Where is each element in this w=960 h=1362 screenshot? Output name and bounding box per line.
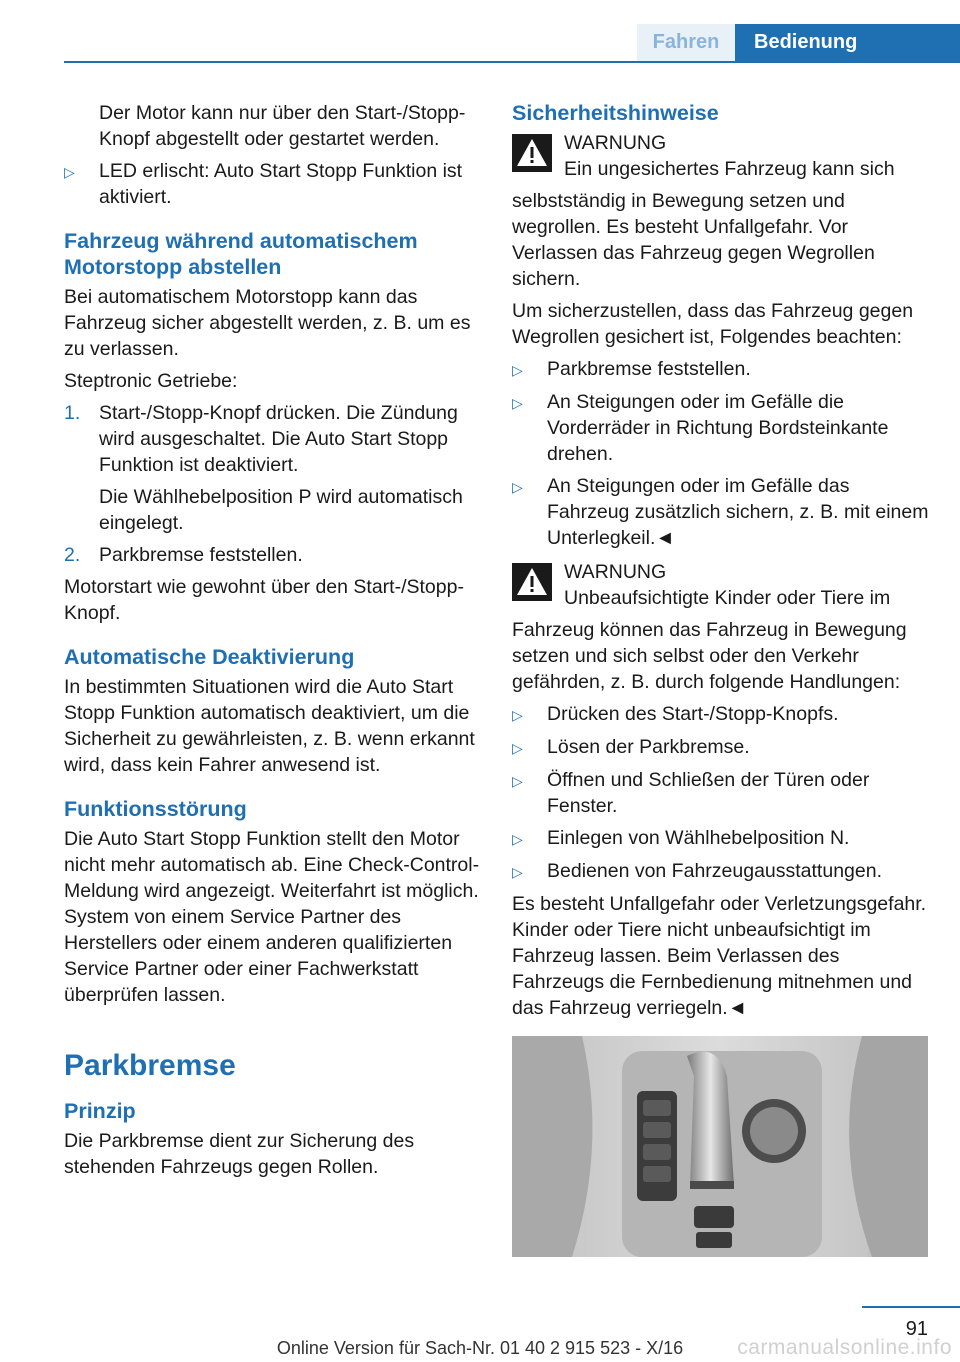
footer-rule [862,1306,960,1308]
bullet-icon: ▷ [512,864,523,880]
warning-1-first-line: Ein ungesichertes Fahrzeug kann sich [564,158,895,180]
heading-sicherheitshinweise: Sicherheitshinweise [512,101,719,125]
step-2-text: Parkbremse feststellen. [99,544,303,566]
warning-triangle-icon [512,134,552,172]
list-item [512,858,930,885]
list-item [512,825,930,852]
bullet-icon: ▷ [512,773,523,789]
list-item [512,767,930,819]
warning-2-body: Fahrzeug können das Fahrzeug in Bewegung setzen und sich selbst oder den Verkehr gefährden, z. B. durch folgende Handlungen: [512,619,907,693]
heading-funktionsstoerung: Funktionsstörung [64,797,247,821]
bullet-icon: ▷ [512,831,523,847]
bullet-icon: ▷ [512,362,523,378]
warning-1-label: WARNUNG [564,132,667,154]
paragraph-unfallgefahr: Es besteht Unfallgefahr oder Verletzungsgefahr. Kinder oder Tiere nicht unbeaufsichtigt im Fahrzeug lassen. Beim Verlassen des Fahrzeugs die Fernbedienung mitnehmen und das Fahrzeug verriegeln.◄ [512,893,927,1019]
step-1-text: Start-/Stopp-Knopf drücken. Die Zündung wird ausgeschaltet. Die Auto Start Stopp Funktion ist deaktiviert. [99,402,458,476]
list-item-text: Öffnen und Schließen der Türen oder Fenster. [547,769,870,817]
list-item [512,389,930,467]
list-wegrollen [512,356,930,551]
bullet-icon: ▷ [512,740,523,756]
bullet-icon: ▷ [64,164,75,180]
list-item-text: An Steigungen oder im Gefälle die Vorderräder in Richtung Bordsteinkante drehen. [547,391,889,465]
bullet-led [64,158,480,210]
paragraph-motor: Der Motor kann nur über den Start-/Stopp-Knopf abgestellt oder gestartet werden. [99,102,466,150]
warning-1 [512,130,930,182]
tab-fahren[interactable] [637,24,735,61]
center-console-photo [512,1036,928,1257]
list-item-text: Parkbremse feststellen. [547,358,751,380]
warning-1-body: selbstständig in Bewegung setzen und wegrollen. Es besteht Unfallgefahr. Vor Verlassen das Fahrzeug gegen Wegrollen sichern. [512,190,875,290]
watermark: carmanualsonline.info [737,1336,952,1359]
bullet-icon: ▷ [512,395,523,411]
tab-fahren-label: Fahren [652,31,720,53]
heading-abstellen: Fahrzeug während automatischem Motorstopp abstellen [64,229,418,279]
warning-triangle-icon [512,563,552,601]
step-2-number: 2. [64,544,81,566]
list-item-text: An Steigungen oder im Gefälle das Fahrzeug zusätzlich sichern, z. B. mit einem Unterlegkeil.◄ [547,475,929,549]
warning-2-label: WARNUNG [564,561,667,583]
list-item-text: Einlegen von Wählhebelposition N. [547,827,850,849]
list-item [512,734,930,761]
left-column [64,100,480,1186]
list-item-text: Lösen der Parkbremse. [547,736,750,758]
list-item [512,356,930,383]
list-item-text: Drücken des Start-/Stopp-Knopfs. [547,703,839,725]
paragraph-steptronic: Steptronic Getriebe: [64,370,238,392]
bullet-icon: ▷ [512,479,523,495]
step-2 [64,542,480,568]
heading-prinzip: Prinzip [64,1099,136,1123]
page-number: 91 [905,1318,928,1340]
warning-2-first-line: Unbeaufsichtigte Kinder oder Tiere im [564,587,891,609]
list-handlungen [512,701,930,885]
header-rule [64,61,960,63]
paragraph-deaktivierung: In bestimmten Situationen wird die Auto Start Stopp Funktion automatisch deaktiviert, um die Sicherheit zu gewährleisten, z. B. wenn erkannt wird, dass kein Fahrer anwesend ist. [64,676,475,776]
step-1-number: 1. [64,402,81,424]
step-1-subtext: Die Wählhebelposition P wird automatisch eingelegt. [99,486,463,534]
paragraph-sicherstellen: Um sicherzustellen, dass das Fahrzeug gegen Wegrollen gesichert ist, Folgendes beachten: [512,300,914,348]
paragraph-abstellen: Bei automatischem Motorstopp kann das Fahrzeug sicher abgestellt werden, z. B. um es zu verlassen. [64,286,471,360]
paragraph-motorstart: Motorstart wie gewohnt über den Start-/Stopp-Knopf. [64,576,464,624]
tab-bedienung[interactable] [735,24,960,61]
paragraph-funktionsstoerung: Die Auto Start Stopp Funktion stellt den Motor nicht mehr automatisch ab. Eine Check-Control-Meldung wird angezeigt. Weiterfahrt ist möglich. System von einem Service Partner des Herstellers oder einem anderen qualifizierten Service Partner oder einer Fachwerkstatt überprüfen lassen. [64,828,480,1006]
step-1 [64,400,480,536]
online-version-note: Online Version für Sach-Nr. 01 40 2 915 523 - X/16 [276,1338,684,1358]
warning-2 [512,559,930,611]
list-item-text: Bedienen von Fahrzeugausstattungen. [547,860,882,882]
list-item [512,701,930,728]
bullet-icon: ▷ [512,707,523,723]
heading-parkbremse: Parkbremse [64,1049,236,1082]
paragraph-prinzip: Die Parkbremse dient zur Sicherung des stehenden Fahrzeugs gegen Rollen. [64,1130,415,1178]
right-column [512,100,930,1073]
bullet-led-text: LED erlischt: Auto Start Stopp Funktion ist aktiviert. [99,160,463,208]
heading-deaktivierung: Automatische Deaktivierung [64,645,355,669]
tab-bedienung-label: Bedienung [754,31,858,53]
list-item [512,473,930,551]
